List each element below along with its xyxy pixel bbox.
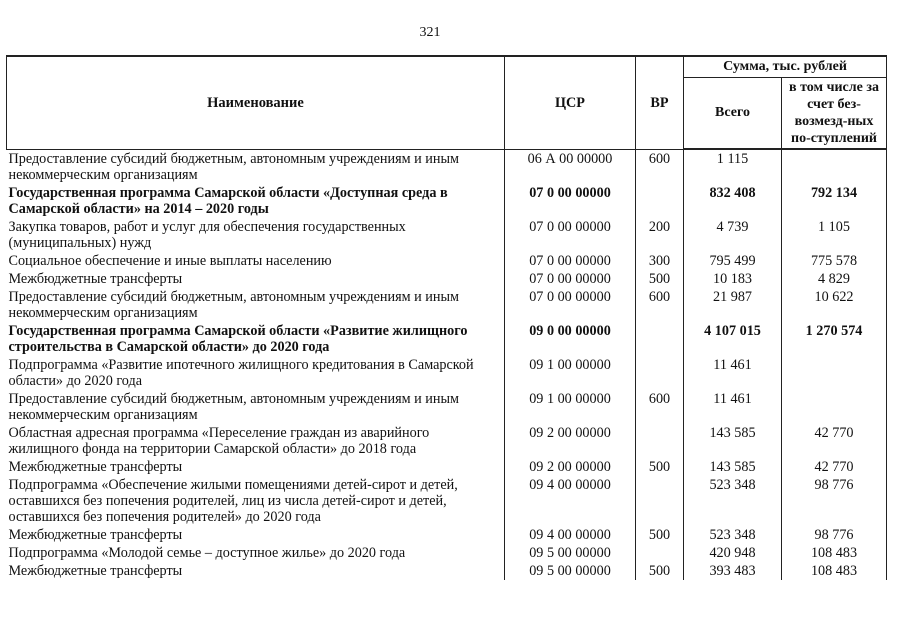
table-row <box>7 149 887 184</box>
row-total: 11 461 <box>684 356 782 390</box>
row-vr: 600 <box>636 288 684 322</box>
row-free-receipts: 1 270 574 <box>782 322 887 356</box>
row-total: 143 585 <box>684 458 782 476</box>
header-name: Наименование <box>7 56 505 149</box>
table-row <box>7 476 887 526</box>
row-vr <box>636 322 684 356</box>
row-free-receipts: 98 776 <box>782 476 887 526</box>
header-sum: Сумма, тыс. рублей <box>684 56 887 78</box>
row-vr: 500 <box>636 562 684 580</box>
row-csr: 09 2 00 00000 <box>505 424 636 458</box>
row-free-receipts: 775 578 <box>782 252 887 270</box>
row-name: Предоставление субсидий бюджетным, автономным учреждениям и иным некоммерческим организациям <box>8 150 459 183</box>
row-name: Предоставление субсидий бюджетным, автономным учреждениям и иным некоммерческим организациям <box>8 390 459 423</box>
row-csr: 07 0 00 00000 <box>505 218 636 252</box>
row-total: 523 348 <box>684 476 782 526</box>
row-vr: 500 <box>636 526 684 544</box>
row-csr: 09 4 00 00000 <box>505 476 636 526</box>
row-free-receipts: 10 622 <box>782 288 887 322</box>
row-name: Предоставление субсидий бюджетным, автономным учреждениям и иным некоммерческим организациям <box>8 288 459 321</box>
row-csr: 09 2 00 00000 <box>505 458 636 476</box>
row-total: 4 739 <box>684 218 782 252</box>
row-total: 143 585 <box>684 424 782 458</box>
row-total: 523 348 <box>684 526 782 544</box>
row-vr <box>636 356 684 390</box>
row-vr <box>636 424 684 458</box>
row-csr: 09 1 00 00000 <box>505 390 636 424</box>
row-vr: 200 <box>636 218 684 252</box>
row-csr: 09 1 00 00000 <box>505 356 636 390</box>
table-row <box>7 252 887 270</box>
table-row <box>7 562 887 580</box>
table-row <box>7 390 887 424</box>
row-free-receipts <box>782 356 887 390</box>
row-csr: 06 А 00 00000 <box>505 149 636 184</box>
row-vr <box>636 476 684 526</box>
row-csr: 07 0 00 00000 <box>505 252 636 270</box>
budget-table <box>6 55 887 580</box>
row-name: Государственная программа Самарской области «Доступная среда в Самарской области» на 2014 – 2020 годы <box>8 184 448 217</box>
row-name: Подпрограмма «Молодой семье – доступное жилье» до 2020 года <box>8 544 406 561</box>
row-free-receipts: 42 770 <box>782 424 887 458</box>
header-total: Всего <box>684 78 782 150</box>
table-row <box>7 458 887 476</box>
table-row <box>7 322 887 356</box>
row-name: Межбюджетные трансферты <box>8 270 183 287</box>
row-total: 393 483 <box>684 562 782 580</box>
table-body <box>7 149 887 580</box>
row-free-receipts: 1 105 <box>782 218 887 252</box>
table-row <box>7 424 887 458</box>
row-vr: 500 <box>636 270 684 288</box>
header-csr: ЦСР <box>505 56 636 149</box>
row-vr <box>636 184 684 218</box>
row-vr: 500 <box>636 458 684 476</box>
row-csr: 07 0 00 00000 <box>505 288 636 322</box>
row-vr: 600 <box>636 390 684 424</box>
row-csr: 07 0 00 00000 <box>505 184 636 218</box>
table-row <box>7 356 887 390</box>
row-free-receipts: 42 770 <box>782 458 887 476</box>
table-row <box>7 270 887 288</box>
page-number: 321 <box>419 25 441 40</box>
row-vr: 600 <box>636 149 684 184</box>
row-free-receipts: 108 483 <box>782 562 887 580</box>
row-name: Областная адресная программа «Переселение граждан из аварийного жилищного фонда на территории Самарской области» до 2018 года <box>8 424 430 457</box>
row-total: 832 408 <box>684 184 782 218</box>
header-free-receipts: в том числе за счет без-возмезд-ных по-ступлений <box>782 78 887 150</box>
row-csr: 07 0 00 00000 <box>505 270 636 288</box>
row-free-receipts <box>782 390 887 424</box>
table-row <box>7 526 887 544</box>
table-row <box>7 544 887 562</box>
row-name: Межбюджетные трансферты <box>8 562 183 579</box>
row-name: Подпрограмма «Развитие ипотечного жилищного кредитования в Самарской области» до 2020 года <box>8 356 474 389</box>
row-vr <box>636 544 684 562</box>
header-vr: ВР <box>636 56 684 149</box>
row-vr: 300 <box>636 252 684 270</box>
row-free-receipts: 4 829 <box>782 270 887 288</box>
row-total: 1 115 <box>684 149 782 184</box>
row-total: 11 461 <box>684 390 782 424</box>
row-name: Закупка товаров, работ и услуг для обеспечения государственных (муниципальных) нужд <box>8 218 406 251</box>
row-name: Социальное обеспечение и иные выплаты населению <box>8 252 332 269</box>
row-total: 4 107 015 <box>684 322 782 356</box>
table-row <box>7 288 887 322</box>
table-row <box>7 184 887 218</box>
row-total: 420 948 <box>684 544 782 562</box>
table-row <box>7 218 887 252</box>
row-free-receipts: 98 776 <box>782 526 887 544</box>
row-total: 21 987 <box>684 288 782 322</box>
row-name: Государственная программа Самарской области «Развитие жилищного строительства в Самарской области» до 2020 года <box>8 322 468 355</box>
row-free-receipts: 108 483 <box>782 544 887 562</box>
row-free-receipts <box>782 149 887 184</box>
table-header <box>7 56 887 149</box>
row-total: 795 499 <box>684 252 782 270</box>
row-name: Подпрограмма «Обеспечение жилыми помещениями детей-сирот и детей, оставшихся без попечения родителей, лиц из числа детей-сирот и детей, оставшихся без попечения родителей» до 2020 года <box>8 476 458 525</box>
row-free-receipts: 792 134 <box>782 184 887 218</box>
row-csr: 09 0 00 00000 <box>505 322 636 356</box>
row-name: Межбюджетные трансферты <box>8 458 183 475</box>
row-csr: 09 5 00 00000 <box>505 562 636 580</box>
row-csr: 09 4 00 00000 <box>505 526 636 544</box>
row-total: 10 183 <box>684 270 782 288</box>
row-csr: 09 5 00 00000 <box>505 544 636 562</box>
row-name: Межбюджетные трансферты <box>8 526 183 543</box>
